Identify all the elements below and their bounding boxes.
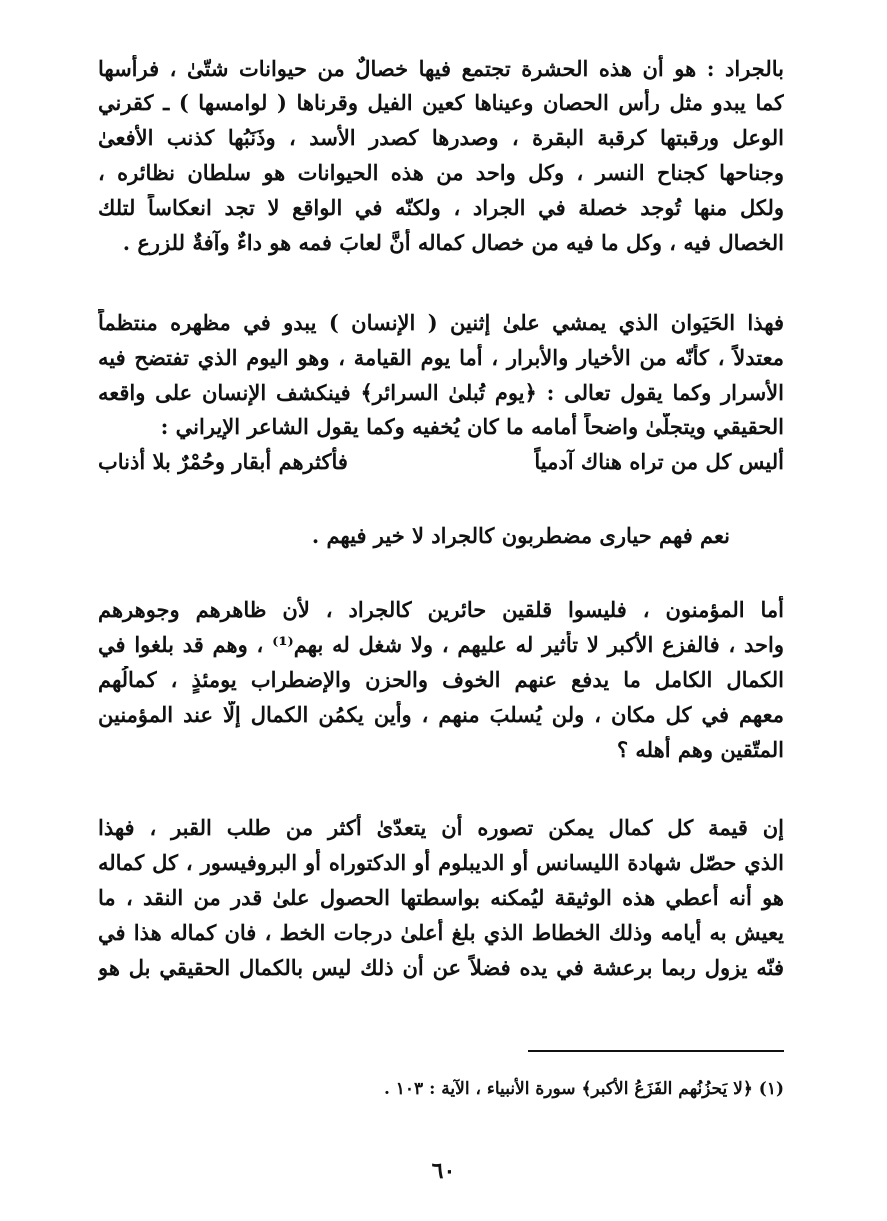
text-line: المتّقين وهم أهله ؟ xyxy=(616,737,784,762)
verse-commentary: نعم فهم حيارى مضطربون كالجراد لا خير فيهم . xyxy=(311,523,730,548)
text-line: أما المؤمنون ، فليسوا قلقين حائرين كالجراد ، لأن ظاهرهم وجوهرهم xyxy=(98,597,784,622)
text-line: هو أنه أعطي هذه الوثيقة ليُمكنه بواسطتها الحصول علىٰ قدر من النقد ، ما xyxy=(98,885,784,910)
text-line: وجناحها كجناح النسر ، وكل واحد من هذه الحيوانات هو سلطان نظائره ، xyxy=(98,160,784,185)
text-line: معتدلاً ، كأنّه من الأخيار والأبرار ، أما يوم القيامة ، وهو اليوم الذي تفتضح فيه xyxy=(98,345,784,370)
text-line: واحد ، فالفزع الأكبر لا تأثير له عليهم ، ولا شغل له بهم⁽¹⁾ ، وهم قد بلغوا في xyxy=(98,632,784,657)
text-line: الحقيقي ويتجلّىٰ واضحاً أمامه ما كان يُخفيه وكما يقول الشاعر الإيراني : xyxy=(160,414,784,439)
text-line: إن قيمة كل كمال يمكن تصوره أن يتعدّىٰ أكثر من طلب القبر ، فهذا xyxy=(98,815,784,840)
text-line: بالجراد : هو أن هذه الحشرة تجتمع فيها خصالٌ من حيوانات شتّىٰ ، فرأسها xyxy=(98,56,784,81)
text-line: الوعل ورقبتها كرقبة البقرة ، وصدرها كصدر الأسد ، وذَنَبُها كذنب الأفعىٰ xyxy=(98,125,784,150)
verse-second-hemistich: فأكثرهم أبقار وحُمْرٌ بلا أذناب xyxy=(98,449,348,474)
text-line: كما يبدو مثل رأس الحصان وعيناها كعين الفيل وقرناها ( لوامسها ) ـ كقرني xyxy=(98,90,784,115)
footnote-divider xyxy=(528,1050,784,1052)
text-line: يعيش به أيامه وذلك الخطاط الذي بلغ أعلىٰ درجات الخط ، فان كماله هذا في xyxy=(98,920,784,945)
text-line: معهم في كل مكان ، ولن يُسلبَ منهم ، وأين يكمُن الكمال إلّا عند المؤمنين xyxy=(98,702,784,727)
text-line: الأسرار وكما يقول تعالى : ﴿يوم تُبلىٰ السرائر﴾ فينكشف الإنسان على واقعه xyxy=(98,380,784,405)
verse-first-hemistich: أليس كل من تراه هناك آدمياً xyxy=(534,449,784,474)
footnote: (١) ﴿لا يَحزُنُهم الفَزَعُ الأكبر﴾ سورة الأنبياء ، الآية : ١٠٣ . xyxy=(383,1079,784,1099)
text-line: الكمال الكامل ما يدفع عنهم الخوف والحزن والإضطراب يومئذٍ ، كمالُهم xyxy=(98,667,784,692)
page-number: ٦٠ xyxy=(431,1158,456,1184)
text-line: الخصال فيه ، وكل ما فيه من خصال كماله أنَّ لعابَ فمه هو داءٌ وآفةٌ للزرع . xyxy=(122,230,784,255)
text-line: فنّه يزول ربما برعشة في يده فضلاً عن أن ذلك ليس بالكمال الحقيقي بل هو xyxy=(98,955,784,980)
text-line: فهذا الحَيَوان الذي يمشي علىٰ إثنين ( الإنسان ) يبدو في مظهره منتظماً xyxy=(98,310,784,335)
text-line: الذي حصّل شهادة الليسانس أو الديبلوم أو الدكتوراه أو البروفيسور ، كل كماله xyxy=(98,850,784,875)
text-line: ولكل منها تُوجد خصلة في الجراد ، ولكنّه في الواقع لا تجد انعكاساً لتلك xyxy=(98,195,784,220)
